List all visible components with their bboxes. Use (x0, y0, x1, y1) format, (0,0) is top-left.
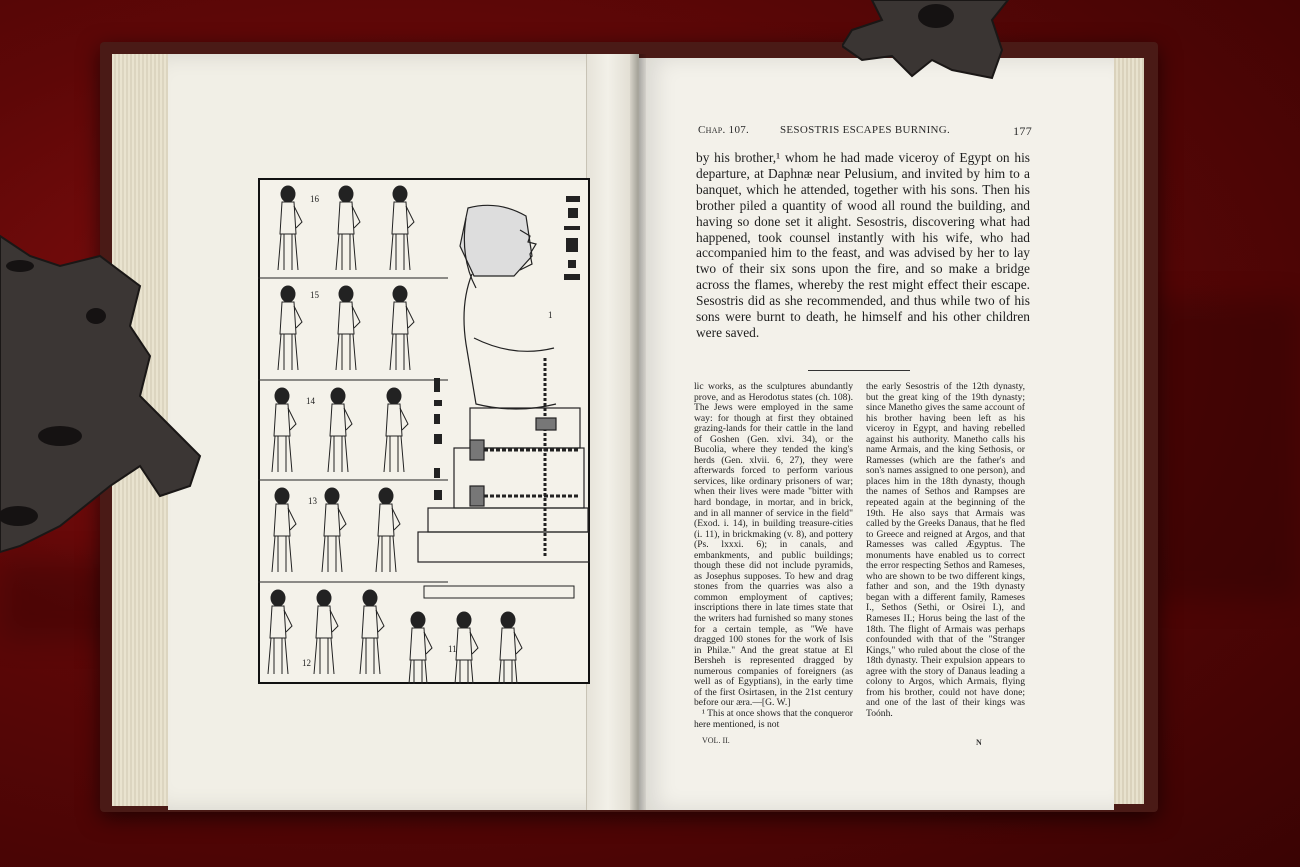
page-clip-top (842, 0, 1012, 80)
register-number: 11 (448, 644, 457, 654)
page-number: 177 (1013, 124, 1032, 138)
illustration-plate (258, 178, 590, 684)
volume-signature: VOL. II. (702, 736, 730, 745)
note-text-left: lic works, as the sculptures abundantly prove, and as Herodotus states (ch. 108). The Jews were employed in the same way: for though at first they obtained grazing-lands for their cattle in the land of Goshen (Gen. xlvi. 34), or the Bucolia, where they tended the king's herds (Gen. xlvii. 6, 27), they were afterwards forced to perform various services, like ordinary prisoners of war; when their lives were made "bitter with hard bondage, in mortar, and in brick, and in all manner of service in the field" (Exod. i. 14), in building treasure-cities (i. 11), in brickmaking (v. 8), and pottery (Ps. lxxxi. 6); in canals, and embankments, and public buildings; though these did not include pyramids, as Josephus supposes. To hew and drag stones from the quarries was also a common employment of captives; inscriptions there in late times state that the writers had furnished so many stones for a certain temple, as "We have dragged 100 stones for the work of Isis in Philæ." And the great statue at El Bersheh is represented dragged by numerous companies of foreigners (as well as of Egyptians), in the early time of the first Osirtasen, in the 21st century before our æra.—[G. W.] (694, 381, 853, 709)
register-number: 14 (306, 396, 315, 406)
text-rule (808, 370, 910, 371)
footnote-left: ¹ This at once shows that the conqueror here mentioned, is not (694, 707, 853, 730)
book-gutter (630, 54, 646, 810)
notes-column-left (694, 382, 853, 730)
statue-number: 1 (548, 310, 553, 320)
register-number: 16 (310, 194, 319, 204)
notes-column-right (866, 382, 1025, 720)
page-clip-left (0, 226, 204, 556)
register-number: 12 (302, 658, 311, 668)
running-head-title: SESOSTRIS ESCAPES BURNING. (780, 124, 951, 136)
register-number: 15 (310, 290, 319, 300)
main-paragraph: by his brother,¹ whom he had made viceroy of Egypt on his departure, at Daphnæ near Pelusium, and invited by him to a banquet, which he attended, together with his sons. Then his brother piled a quantity of wood all round the building, and having so done set it alight. Sesostris, discovering what had happened, took counsel instantly with his wife, who had accompanied him to the feast, and was advised by her to lay two of their six sons upon the fire, and so make a bridge across the flames, whereby the rest might effect their escape. Sesostris did as she recommended, and thus while two of his sons were burnt to death, he himself and his other children were saved. (696, 150, 1030, 340)
running-head-chapter: Chap. 107. (698, 124, 750, 136)
main-text (696, 150, 1030, 341)
signature-letter: N (976, 738, 982, 747)
cloth-fold (1150, 300, 1300, 600)
register-number: 13 (308, 496, 317, 506)
running-head (698, 124, 1032, 140)
note-text-right: the early Sesostris of the 12th dynasty, but the great king of the 19th dynasty; since Manetho gives the same account of his brother having been left as his viceroy in Egypt, and having rebelled against his authority. Manetho calls his name Armais, and the king Sethosis, or Ramesses (which are the father's and son's names assigned to one person), and places him in the 18th dynasty, though the names of Sethos and Rampses are repeated again at the beginning of the 19th. He also says that Armais was called by the Greeks Danaus, that he fled to Greece and reigned at Argos, and that Ramesses was called Ægyptus. The monuments have enabled us to correct the error respecting Sethos and Rameses, who are shown to be two different kings, father and son, and the 19th dynasty began with a different family, Rameses I., Sethos (Sethi, or Osirei I.), and Rameses II.; Horus being the last of the 18th. The flight of Armais was perhaps confounded with that of the "Stranger Kings," who ruled about the close of the 18th dynasty. Their expulsion appears to agree with the story of Danaus leading a colony to Argos, which Armais, flying from his brother, could not have done; and one of the last of their kings was Toónh. (866, 381, 1025, 719)
